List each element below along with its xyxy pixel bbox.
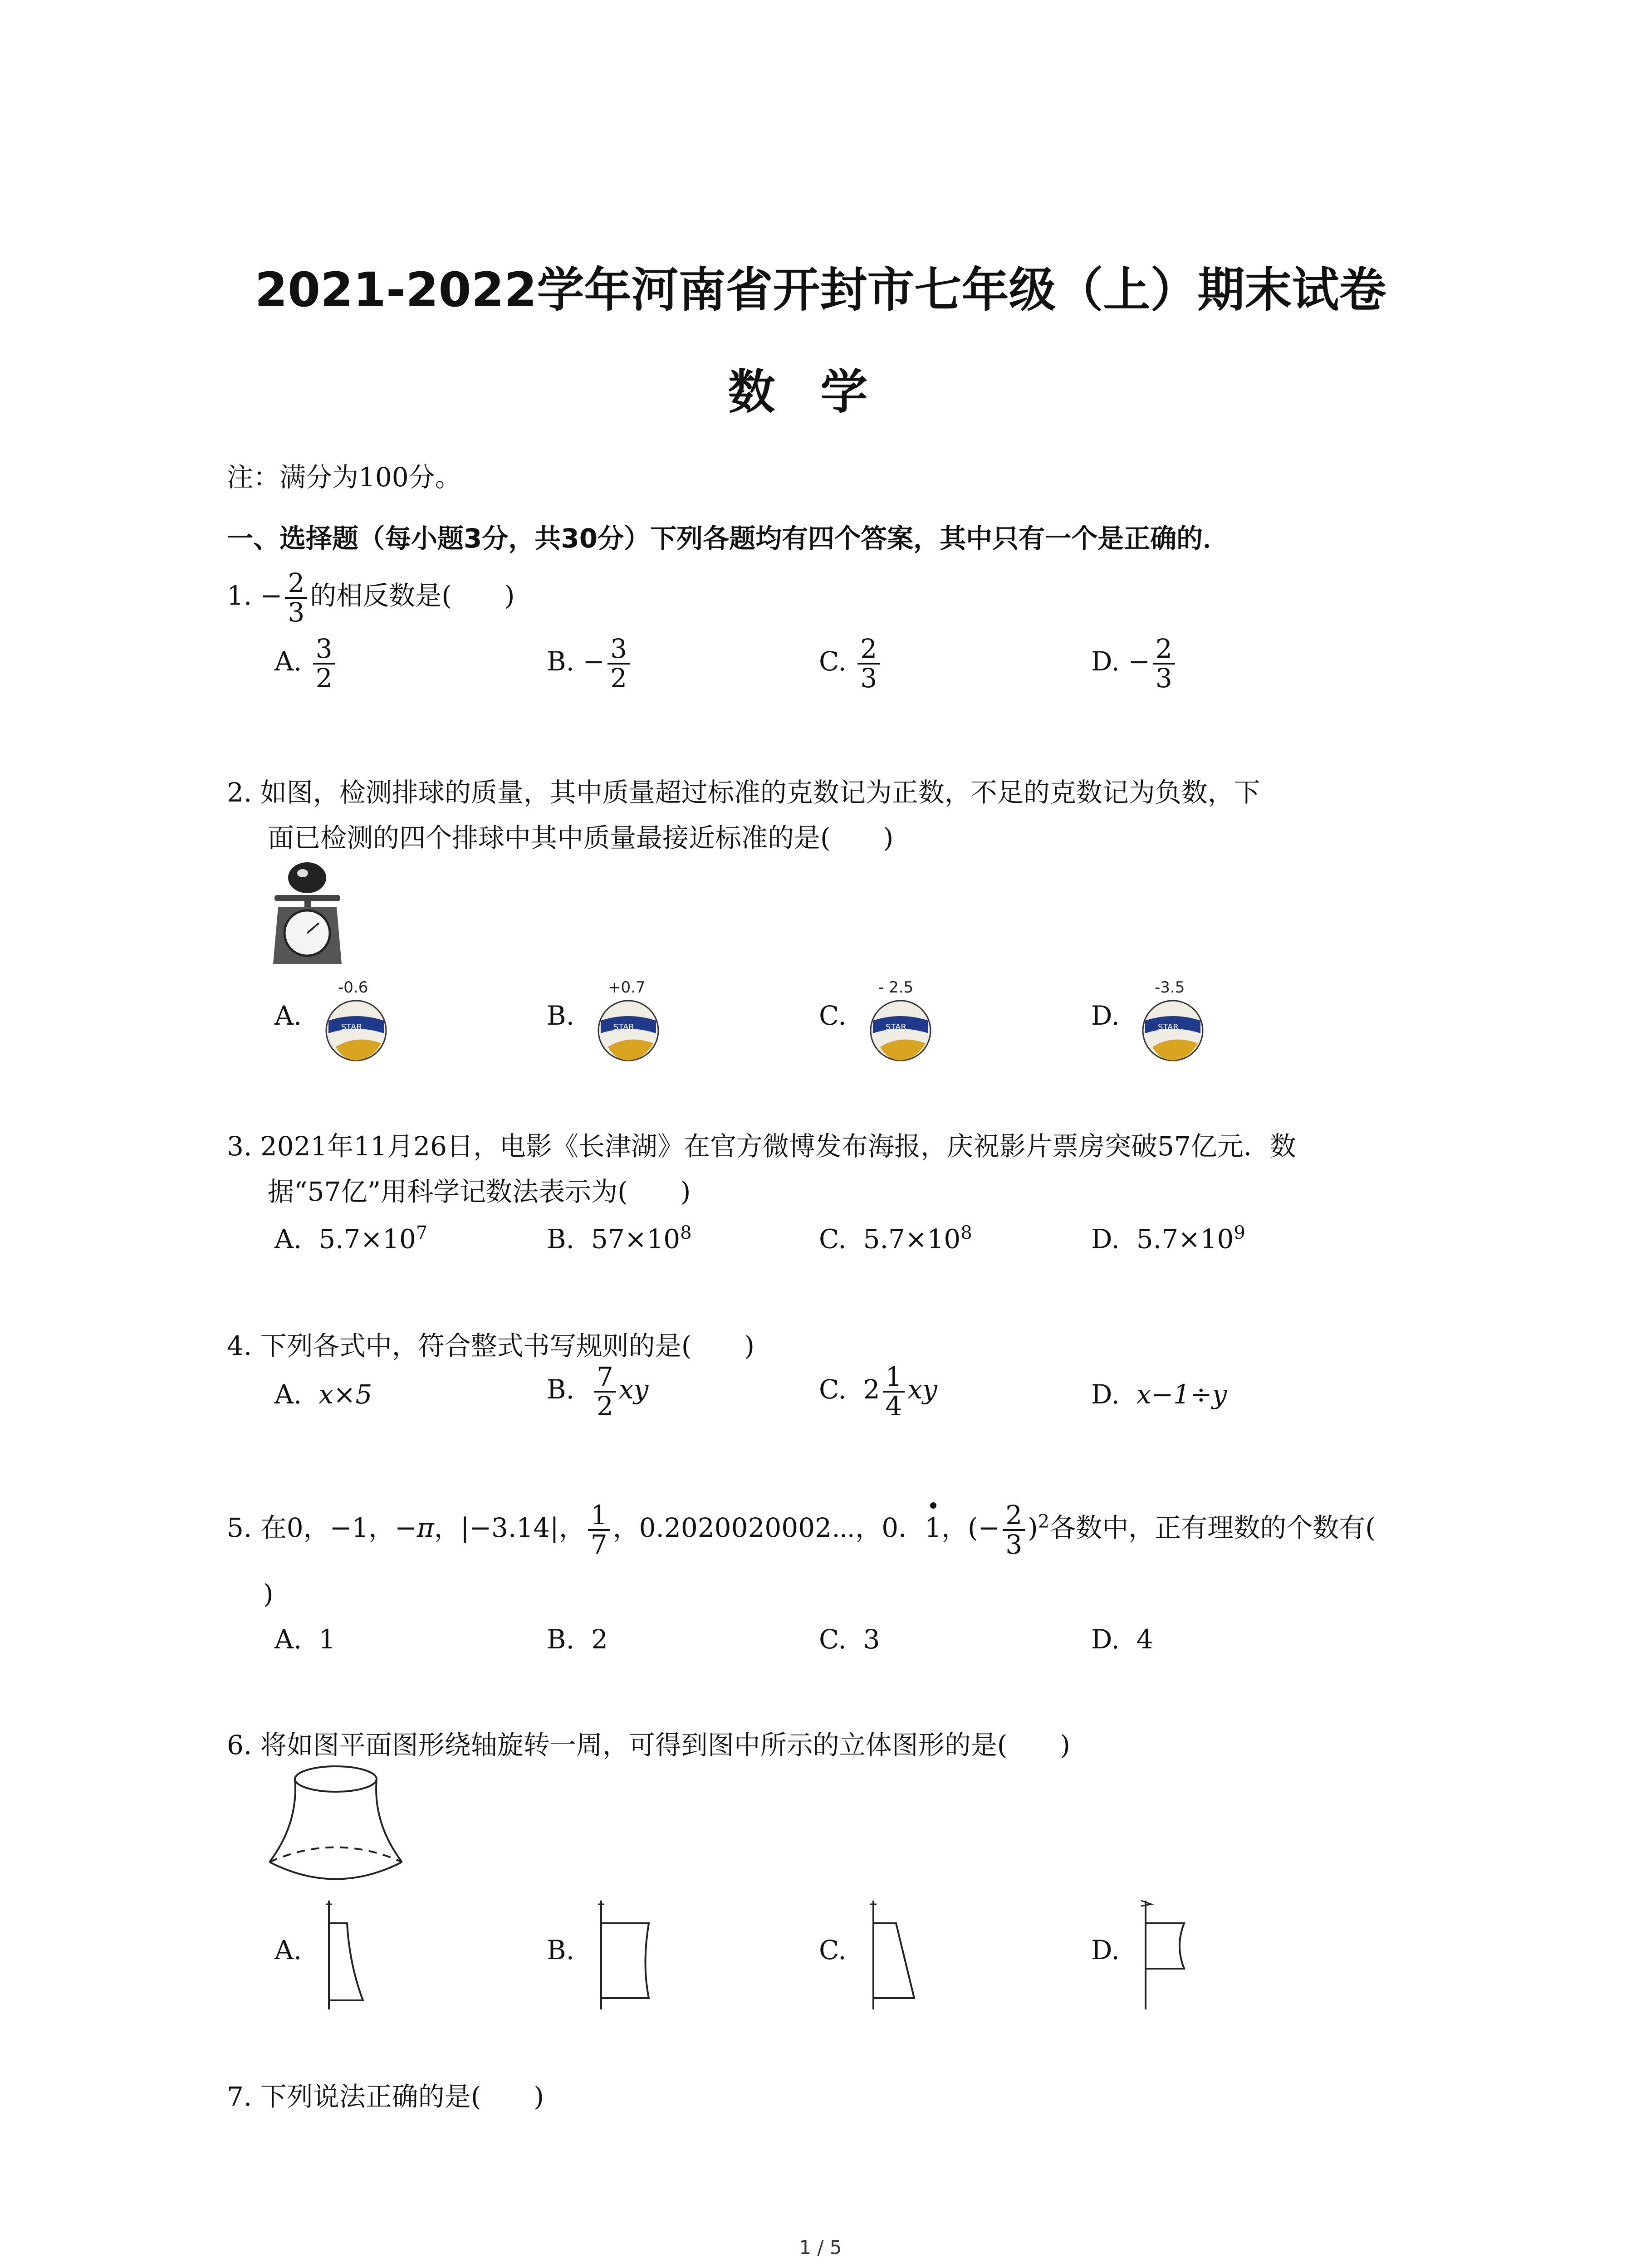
q4-option-c[interactable]: C. 2 $\frac{1}{4}$ xy [819, 1361, 937, 1422]
exam-title: 2021-2022学年河南省开封市七年级（上）期末试卷 [255, 262, 1386, 318]
section-header: 一、选择题（每小题3分，共30分）下列各题均有四个答案，其中只有一个是正确的． [227, 523, 1230, 554]
q1-option-a[interactable]: A. $\frac{3}{2}$ [274, 635, 338, 692]
ball-d-value: -3.5 [1155, 978, 1185, 997]
q2-option-b-label[interactable]: B. [547, 1000, 575, 1031]
q1-option-d[interactable]: D. − $\frac{2}{3}$ [1091, 635, 1178, 692]
q2-option-a-label[interactable]: A. [274, 1000, 302, 1031]
svg-text:STAR: STAR [886, 1022, 906, 1032]
q2-option-d-label[interactable]: D. [1091, 1000, 1120, 1031]
q4-option-b[interactable]: B. $\frac{7}{2}$ xy [547, 1361, 649, 1422]
q4-option-a[interactable]: A. x×5 [274, 1379, 372, 1410]
q6-option-a-label[interactable]: A. [274, 1935, 302, 1965]
q3-option-c[interactable]: C. $5.7\times 10^8$ [819, 1222, 972, 1255]
volleyball-c [862, 975, 939, 1064]
rotation-figure-c [857, 1896, 948, 2014]
question-3-line2: 据“57亿”用科学记数法表示为( ) [268, 1176, 691, 1207]
q5-option-a[interactable]: A. 1 [274, 1624, 336, 1655]
q3-option-d[interactable]: D. $5.7\times 10^9$ [1091, 1222, 1245, 1255]
q3-option-a[interactable]: A. $5.7\times 10^7$ [274, 1222, 428, 1255]
q2-option-c-label[interactable]: C. [819, 1000, 847, 1031]
q4-option-d[interactable]: D. x−1÷y [1091, 1379, 1227, 1410]
volleyball-d [1134, 975, 1211, 1064]
question-5-line2: ) [263, 1579, 274, 1609]
question-1: 1. − $\frac{2}{3}$ 的相反数是( ) [227, 567, 515, 628]
scale-figure [265, 860, 349, 968]
note: 注：满分为100分。 [227, 462, 461, 493]
question-6: 6. 将如图平面图形绕轴旋转一周，可得到图中所示的立体图形的是( ) [227, 1730, 1071, 1760]
ball-a-value: -0.6 [338, 978, 368, 997]
volleyball-b [590, 975, 667, 1064]
q6-option-d-label[interactable]: D. [1091, 1935, 1120, 1965]
question-2-line2: 面已检测的四个排球中其中质量最接近标准的是( ) [268, 822, 894, 853]
rotation-figure-b [585, 1896, 676, 2014]
rotation-figure-d [1130, 1896, 1220, 2014]
question-2-line1: 2. 如图，检测排球的质量，其中质量超过标准的克数记为正数，不足的克数记为负数，下 [227, 777, 1260, 808]
question-5: 5. 在0，−1，−π，|−3.14|， $\frac{1}{7}$ ，0.2020020002⋯，0．1，(− $\frac{2}{3}$ )$^2$各数中，正有理数的个数有( [227, 1500, 1376, 1560]
question-7: 7. 下列说法正确的是( ) [227, 2081, 544, 2112]
ball-c-value: - 2.5 [878, 978, 914, 997]
q5-option-c[interactable]: C. 3 [819, 1624, 880, 1655]
q5-option-b[interactable]: B. 2 [547, 1624, 608, 1655]
solid-figure [263, 1760, 413, 1892]
q5-option-d[interactable]: D. 4 [1091, 1624, 1153, 1655]
question-4: 4. 下列各式中，符合整式书写规则的是( ) [227, 1330, 755, 1361]
subject-title: 数学 [728, 364, 913, 420]
q3-option-b[interactable]: B. $57\times 10^8$ [547, 1222, 692, 1255]
page-number: 1 / 5 [799, 2236, 842, 2258]
q1-option-c[interactable]: C. $\frac{2}{3}$ [819, 635, 882, 692]
q6-option-b-label[interactable]: B. [547, 1935, 575, 1965]
rotation-figure-a [313, 1896, 404, 2014]
svg-text:STAR: STAR [341, 1022, 362, 1032]
volleyball-a [318, 975, 395, 1064]
svg-text:STAR: STAR [1158, 1022, 1179, 1032]
q1-option-b[interactable]: B. − $\frac{3}{2}$ [547, 635, 632, 692]
ball-b-value: +0.7 [608, 978, 646, 997]
question-3-line1: 3. 2021年11月26日，电影《长津湖》在官方微博发布海报，庆祝影片票房突破57亿元．数 [227, 1131, 1296, 1162]
svg-text:STAR: STAR [613, 1022, 634, 1032]
q6-option-c-label[interactable]: C. [819, 1935, 847, 1965]
